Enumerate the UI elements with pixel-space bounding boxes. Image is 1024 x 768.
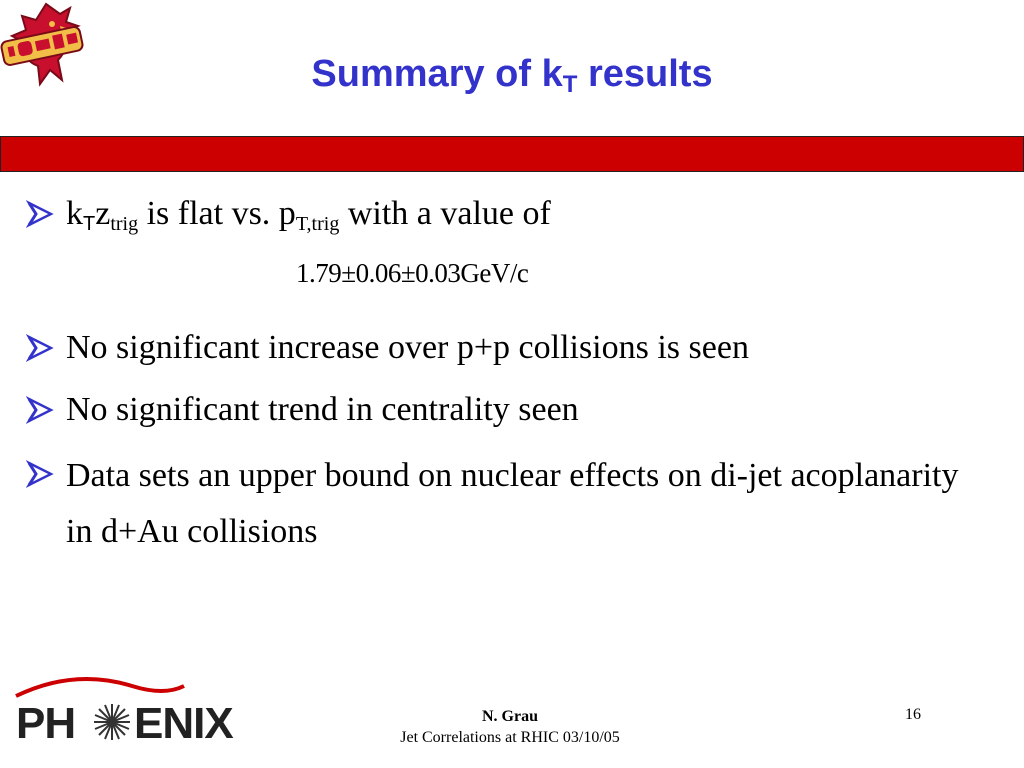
pt-subscript: T,trig — [295, 213, 340, 235]
title-divider-bar — [0, 136, 1024, 172]
title-subscript: T — [562, 71, 578, 98]
kt-symbol: k — [66, 195, 83, 232]
svg-text:PH: PH — [16, 699, 76, 748]
bullet-text-part: with a value of — [339, 195, 551, 232]
bullet-arrow-icon — [26, 200, 54, 228]
bullet-text: No significant increase over p+p collisions is seen — [66, 329, 749, 366]
z-symbol: z — [95, 195, 111, 232]
bullet-no-trend — [26, 384, 579, 436]
title-rest: results — [577, 53, 713, 95]
kt-subscript: T — [83, 213, 96, 235]
footer-subtitle: Jet Correlations at RHIC 03/10/05 — [400, 729, 620, 746]
z-subscript: trig — [110, 213, 139, 235]
slide-title — [0, 50, 1024, 109]
phenix-logo — [14, 672, 244, 748]
bullet-text: No significant trend in centrality seen — [66, 391, 579, 428]
kt-value-equation: 1.79±0.06±0.03GeV/c — [296, 258, 529, 288]
bullet-arrow-icon — [26, 460, 54, 488]
bullet-arrow-icon — [26, 396, 54, 424]
page-number: 16 — [905, 706, 921, 723]
svg-text:ENIX: ENIX — [134, 699, 233, 748]
bullet-text — [66, 188, 551, 250]
title-main: Summary of k — [311, 53, 563, 95]
bullet-no-increase — [26, 322, 749, 374]
bullet-text-part: is flat vs. p — [138, 195, 296, 232]
bullet-upper-bound — [26, 448, 986, 560]
footer-author: N. Grau — [482, 708, 538, 725]
bullet-kt-flat — [26, 188, 551, 250]
bullet-text: Data sets an upper bound on nuclear effects on di-jet acoplanarity in d+Au collisions — [66, 457, 959, 550]
footer — [310, 706, 710, 748]
bullet-arrow-icon — [26, 334, 54, 362]
